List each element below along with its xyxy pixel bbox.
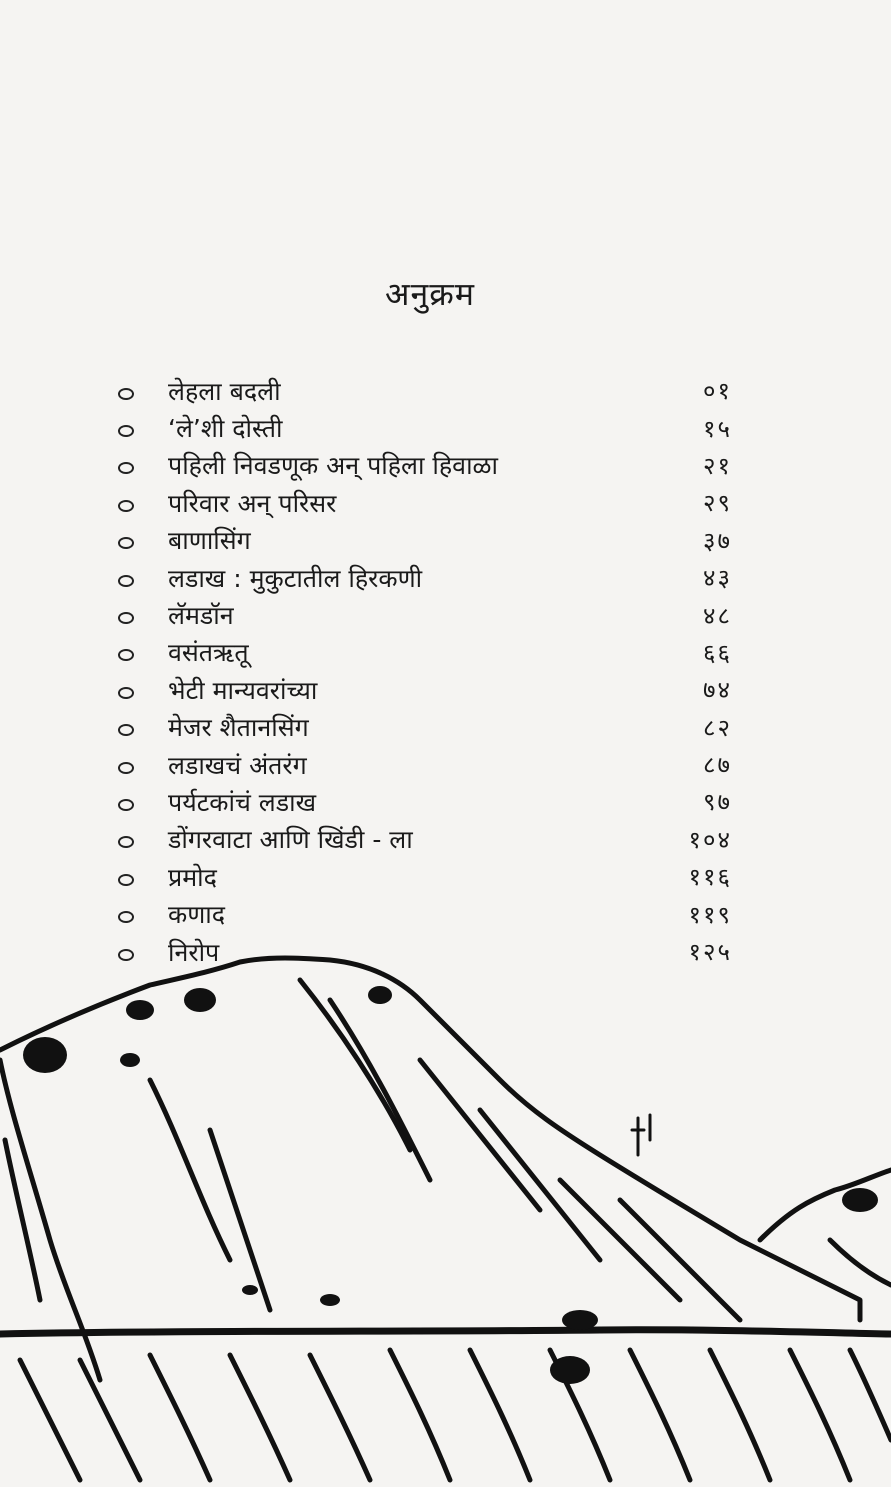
circle-bullet-icon bbox=[118, 425, 134, 437]
list-item bbox=[112, 858, 732, 895]
circle-bullet-icon bbox=[118, 462, 134, 474]
page-number: २१ bbox=[703, 451, 732, 480]
mountain-sketch-illustration bbox=[0, 940, 891, 1487]
page-number: ०१ bbox=[703, 377, 732, 406]
list-item bbox=[112, 746, 732, 783]
chapter-title: परिवार अन् परिसर bbox=[168, 488, 337, 518]
page-number: ३७ bbox=[703, 526, 732, 555]
chapter-title: पर्यटकांचं लडाख bbox=[168, 787, 317, 817]
page-number: ८७ bbox=[703, 751, 732, 780]
circle-bullet-icon bbox=[118, 500, 134, 512]
page-number: ४३ bbox=[703, 564, 732, 593]
chapter-title: मेजर शैतानसिंग bbox=[168, 713, 309, 743]
chapter-title: निरोप bbox=[168, 937, 220, 967]
list-item bbox=[112, 671, 732, 708]
chapter-title: लडाख : मुकुटातील हिरकणी bbox=[168, 563, 423, 593]
chapter-title: पहिली निवडणूक अन् पहिला हिवाळा bbox=[168, 451, 499, 481]
page-number: २९ bbox=[703, 489, 732, 518]
list-item bbox=[112, 409, 732, 446]
chapter-title: वसंतऋतू bbox=[168, 638, 249, 668]
page-number: १२५ bbox=[688, 938, 732, 967]
page-number: ७४ bbox=[703, 676, 732, 705]
chapter-title: कणाद bbox=[168, 900, 226, 930]
list-item bbox=[112, 821, 732, 858]
chapter-title: बाणासिंग bbox=[168, 526, 251, 556]
list-item bbox=[112, 447, 732, 484]
list-item bbox=[112, 372, 732, 409]
circle-bullet-icon bbox=[118, 836, 134, 848]
list-item bbox=[112, 559, 732, 596]
circle-bullet-icon bbox=[118, 537, 134, 549]
list-item bbox=[112, 522, 732, 559]
circle-bullet-icon bbox=[118, 762, 134, 774]
page-title: अनुक्रम bbox=[385, 275, 475, 313]
list-item bbox=[112, 895, 732, 932]
circle-bullet-icon bbox=[118, 724, 134, 736]
page-number: १०४ bbox=[688, 825, 732, 854]
table-of-contents bbox=[112, 372, 732, 970]
circle-bullet-icon bbox=[118, 575, 134, 587]
chapter-title: ‘ले’शी दोस्ती bbox=[168, 414, 283, 444]
chapter-title: प्रमोद bbox=[168, 862, 217, 892]
circle-bullet-icon bbox=[118, 388, 134, 400]
circle-bullet-icon bbox=[118, 687, 134, 699]
page-number: ९७ bbox=[703, 788, 732, 817]
page-number: ११६ bbox=[688, 863, 732, 892]
page-number: ४८ bbox=[703, 601, 732, 630]
page-number: ८२ bbox=[703, 713, 732, 742]
chapter-title: लडाखचं अंतरंग bbox=[168, 750, 307, 780]
page-number: १५ bbox=[703, 414, 732, 443]
list-item bbox=[112, 783, 732, 820]
circle-bullet-icon bbox=[118, 799, 134, 811]
circle-bullet-icon bbox=[118, 911, 134, 923]
list-item bbox=[112, 596, 732, 633]
list-item bbox=[112, 709, 732, 746]
list-item bbox=[112, 634, 732, 671]
circle-bullet-icon bbox=[118, 649, 134, 661]
page-number: ६६ bbox=[703, 638, 732, 667]
list-item bbox=[112, 484, 732, 521]
page-number: ११९ bbox=[688, 900, 732, 929]
chapter-title: डोंगरवाटा आणि खिंडी - ला bbox=[168, 825, 413, 855]
circle-bullet-icon bbox=[118, 612, 134, 624]
chapter-title: लेहला बदली bbox=[168, 376, 281, 406]
chapter-title: लॅमडॉन bbox=[168, 601, 234, 631]
circle-bullet-icon bbox=[118, 874, 134, 886]
chapter-title: भेटी मान्यवरांच्या bbox=[168, 675, 318, 705]
